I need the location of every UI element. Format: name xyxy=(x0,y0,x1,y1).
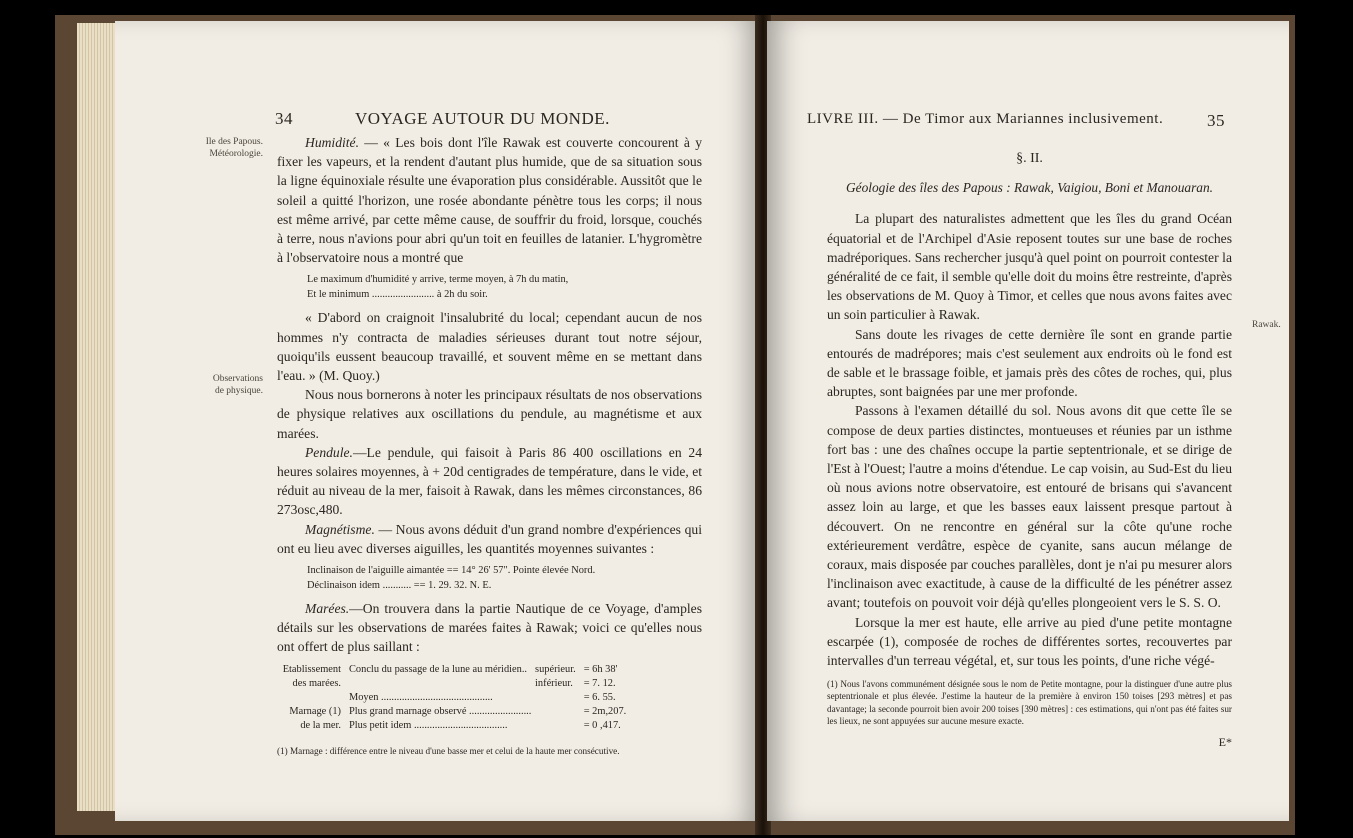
left-running-head: VOYAGE AUTOUR DU MONDE. xyxy=(355,109,610,128)
magnetisme-title: Magnétisme. xyxy=(305,521,375,537)
tide-moyen: Moyen ........................................... xyxy=(349,691,493,703)
right-page-number: 35 xyxy=(1207,111,1225,130)
tide-grand: Plus grand marnage observé ........................ xyxy=(349,705,532,717)
margin-note-papous xyxy=(145,136,263,160)
paragraph-1: La plupart des naturalistes admettent que les îles du grand Océan équatorial et de l'Archipel d'Asie reposent toutes sur une base de roches madréporiques. Sans rechercher jusqu'à quel point on pourroit contester la généralité de ce fait, il semble qu'elle doit du moins être restreinte, d'après les observations de M. Quoy à Timor, et celles que nous avons faites avec un soin particulier à Rawak. xyxy=(827,211,1232,323)
margin-note-rawak: Rawak. xyxy=(1252,320,1281,330)
right-page xyxy=(767,21,1289,821)
tide-value: = 2m,207. xyxy=(583,705,627,717)
paragraph-marees xyxy=(277,599,702,657)
magnet-line: Déclinaison idem ........... == 1. 29. 32. N. E. xyxy=(307,579,492,591)
margin-note-line: Météorologie. xyxy=(209,149,263,159)
humidite-title: Humidité. xyxy=(305,135,359,150)
tide-conclu: Conclu du passage de la lune au méridien.. xyxy=(349,663,528,675)
margin-note-line: Ile des Papous. xyxy=(205,137,263,147)
marees-title: Marées. xyxy=(305,601,350,617)
tide-inferieur: inférieur. xyxy=(535,677,573,689)
paragraph-2: Sans doute les rivages de cette dernière île sont en grande partie entourés de madrépores; mais c'est seulement aux endroits où le fond est de sable et le brassage foible, et jamais près des côtes de roches, qui, plus abruptes, sont baignées par une mer profonde. xyxy=(827,326,1232,400)
left-footnote: (1) Marnage : différence entre le niveau d'une basse mer et celui de la haute mer consécutive. xyxy=(277,745,620,756)
page-edges xyxy=(77,23,117,811)
section-number: §. II. xyxy=(1016,151,1043,166)
pendule-title: Pendule. xyxy=(305,444,353,460)
marees-text: —On trouvera dans la partie Nautique de ce Voyage, d'amples détails sur les observations de marées faites à Rawak; voici ce qu'elles nous ont offert de plus saillant : xyxy=(277,601,702,655)
tide-value: = 6h 38' xyxy=(583,663,618,675)
left-page xyxy=(115,21,760,821)
hygrometer-readings xyxy=(277,267,702,308)
magnetisme-text: — Nous avons déduit d'un grand nombre d'expériences qui ont eu lieu avec diverses aiguilles, les quantités moyennes suivantes : xyxy=(277,521,702,556)
tide-table xyxy=(277,663,630,733)
pendule-text: —Le pendule, qui faisoit à Paris 86 400 oscillations en 24 heures solaires moyennes, à + 20d centigrades de température, dans le vide, et réduit au niveau de la mer, faisoit à Rawak, dans les mêmes circonstances, 86 273osc,480. xyxy=(277,444,702,518)
tide-group-label: Marnage (1) de la mer. xyxy=(289,705,341,731)
magnetism-readings xyxy=(277,558,702,599)
tide-group-label: Etablissement des marées. xyxy=(282,663,341,689)
margin-note-line: de physique. xyxy=(214,386,263,396)
paragraph-pendule xyxy=(277,443,702,520)
table-row xyxy=(277,663,630,677)
tide-value: = 0 ,417. xyxy=(583,719,621,731)
paragraph-magnetisme xyxy=(277,520,702,558)
left-text-block xyxy=(277,133,702,757)
humidite-text: — « Les bois dont l'île Rawak est couverte concourent à y fixer les vapeurs, et la rendent d'autant plus humide, que de sa situation sous la ligne équinoxiale résulte une évaporation plus considérable. Aussitôt que le soleil a quitté l'horizon, une rosée abondante pénètre tous les corps; il nous est même arrivé, par cette même cause, de souffrir du froid, lorsque, couchés à terre, nous n'avions pour abri qu'un toit en feuilles de latanier. L'hygromètre à l'observatoire nous a montré que xyxy=(277,135,702,266)
hygro-line: Et le minimum ........................ à 2h du soir. xyxy=(307,288,488,300)
paragraph-humidite xyxy=(277,133,702,267)
section-title: Géologie des îles des Papous : Rawak, Vaigiou, Boni et Manouaran. xyxy=(845,180,1214,196)
tide-value: = 6. 55. xyxy=(583,691,616,703)
paragraph-observations: Nous nous bornerons à noter les principaux résultats de nos observations de physique relatives aux oscillations du pendule, au magnétisme et aux marées. xyxy=(277,387,702,441)
tide-petit: Plus petit idem .................................... xyxy=(349,719,508,731)
paragraph-3: Passons à l'examen détaillé du sol. Nous avons dit que cette île se compose de deux parties distinctes, montueuses et réunies par un isthme fort bas : une des chaînes occupe la partie septentrionale, et se dirige de l'Est à l'Ouest; l'autre a moins d'étendue. Le cap voisin, au Sud-Est du lieu où nous avions notre observatoire, est entouré de brisans qui s'avancent assez loin au large, et que les basses eaux laissent presque partout à découvert. On ne rencontre en général sur la côte qu'une roche extérieurement verdâtre, espèce de cyanite, sans aucun mélange de coraux, mais disposée par couches parallèles, dont je n'ai pu mesurer alors l'inclinaison avec exactitude, à cause de la difficulté de les pénétrer assez avant; toutefois on pouvoit voir déjà qu'elles plongeoient vers le S. S. O. xyxy=(827,403,1232,611)
margin-note-observations xyxy=(145,373,263,397)
table-row xyxy=(277,705,630,719)
signature-mark: E* xyxy=(1218,735,1232,750)
magnet-line: Inclinaison de l'aiguille aimantée == 14° 26' 57". Pointe élevée Nord. xyxy=(307,565,596,577)
paragraph-4: Lorsque la mer est haute, elle arrive au pied d'une petite montagne escarpée (1), composée de roches de différentes sortes, recouvertes par intervalles d'un terreau végétal, et, sur tous les points, d'une riche végé- xyxy=(827,614,1232,669)
book xyxy=(55,15,1295,835)
hygro-line: Le maximum d'humidité y arrive, terme moyen, à 7h du matin, xyxy=(307,274,569,286)
right-running-head: LIVRE III. — De Timor aux Mariannes inclusivement. xyxy=(807,111,1164,127)
right-footnote: (1) Nous l'avons communément désignée sous le nom de Petite montagne, pour la distinguer d'une autre plus septentrionale et plus élevée. J'estime la hauteur de la première à environ 150 toises [293 mètres] et pas davantage; la seconde pourroit bien avoir 200 toises [390 mètres] : ces estimations, qui n'ont pas été faites sur les lieux, ne sont appuyées sur aucune mesure exacte. xyxy=(827,679,1232,726)
paragraph-insalubrite: « D'abord on craignoit l'insalubrité du local; cependant aucun de nos hommes n'y contracta de maladies sérieuses durant tout notre séjour, quoiqu'ils eussent beaucoup travaillé, et souvent même en se mettant dans l'eau. » (M. Quoy.) xyxy=(277,310,702,384)
left-page-number: 34 xyxy=(275,109,293,128)
right-text-block xyxy=(827,149,1232,752)
tide-value: = 7. 12. xyxy=(583,677,616,689)
margin-note-line: Observations xyxy=(212,374,263,384)
tide-superieur: supérieur. xyxy=(535,663,576,675)
